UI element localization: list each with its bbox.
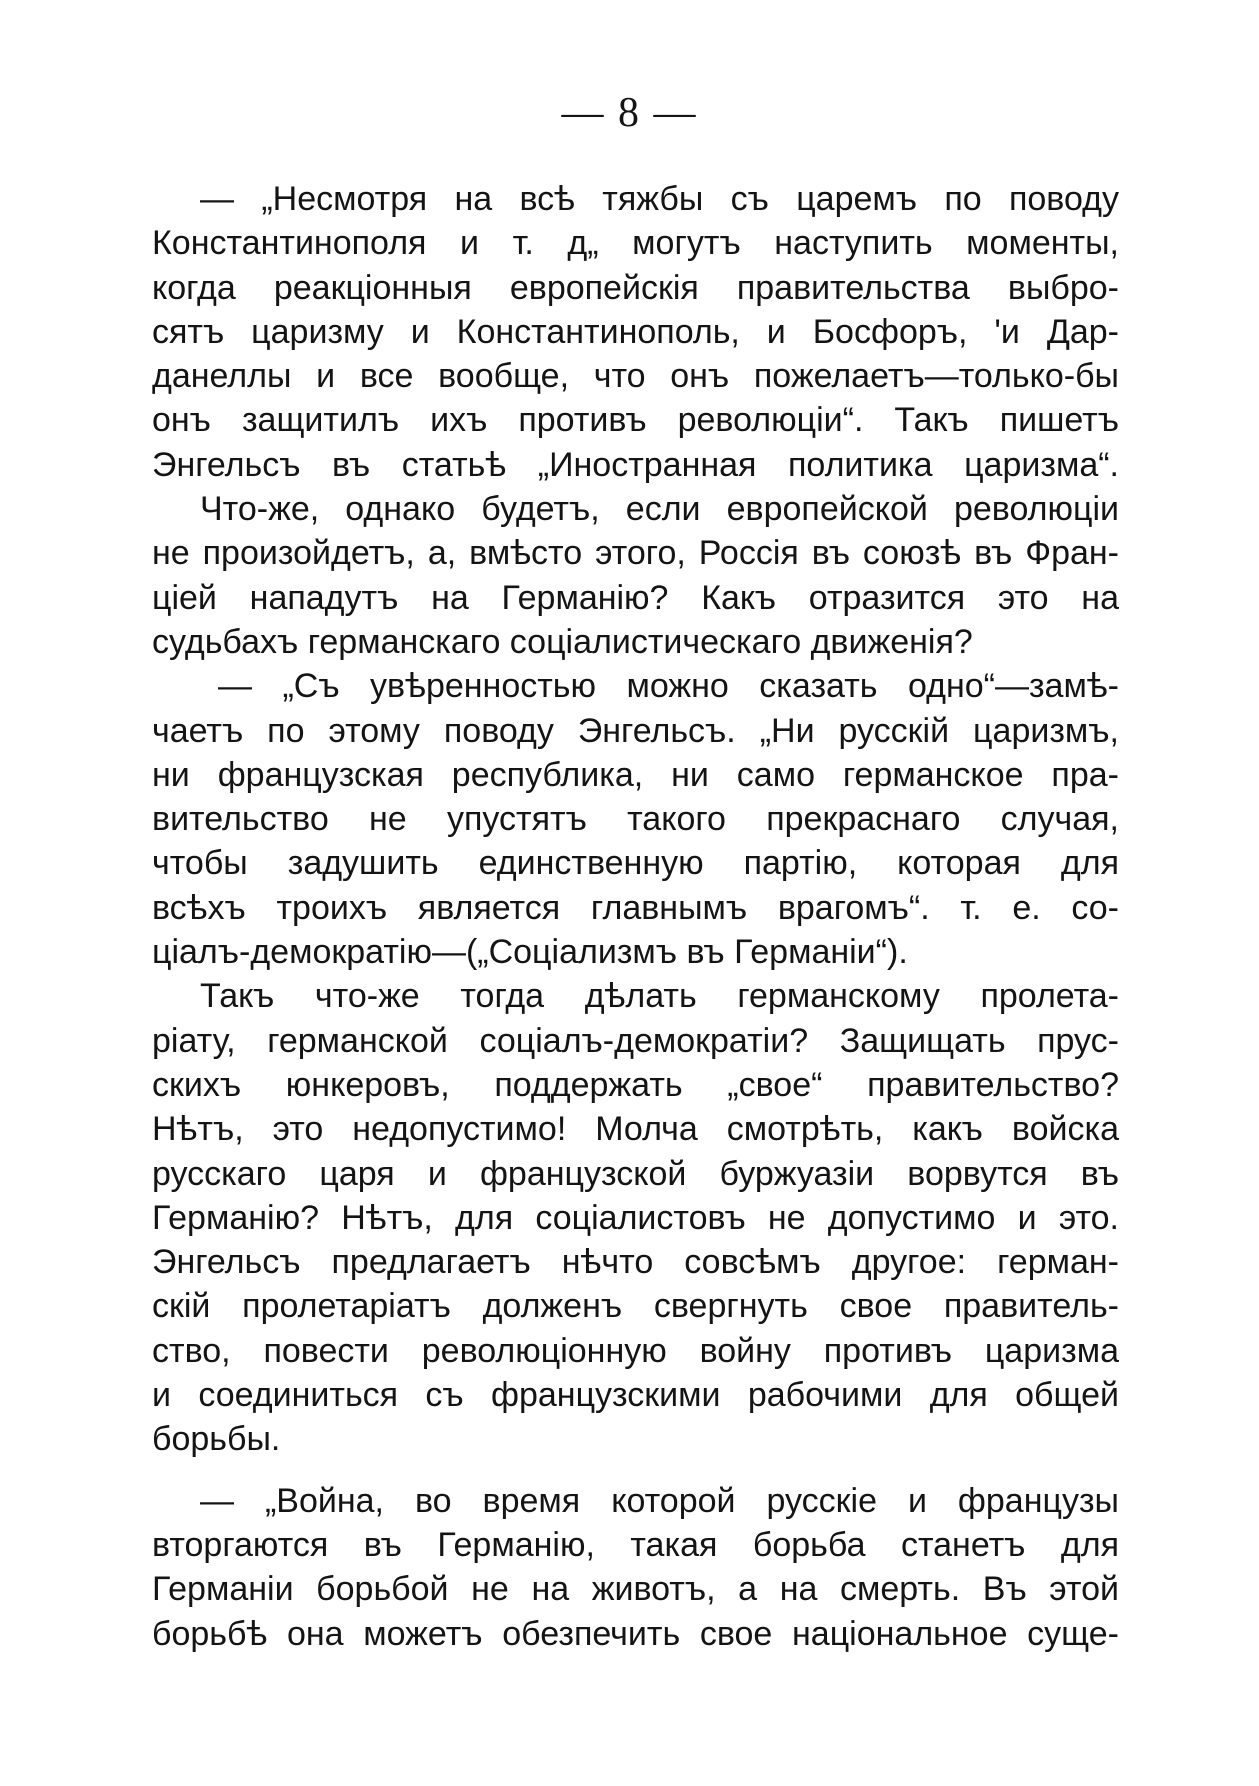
text-line: Такъ что-же тогда дѣлать германскому пролета-	[200, 977, 1119, 1016]
text-line: и соединиться съ французскими рабочими для общей	[152, 1376, 1119, 1415]
text-line: борьбѣ она можетъ обезпечить свое національное суще-	[152, 1614, 1119, 1653]
text-line: Энгельсъ предлагаетъ нѣчто совсѣмъ другое: герман-	[152, 1243, 1119, 1282]
text-line: ство, повести революціонную войну противъ царизма	[152, 1331, 1119, 1370]
text-line: русскаго царя и французской буржуазіи ворвутся въ	[152, 1154, 1119, 1193]
text-line: онъ защитилъ ихъ противъ революціи“. Такъ пишетъ	[152, 401, 1119, 440]
text-line: Германіи борьбой не на животъ, а на смерть. Въ этой	[152, 1570, 1119, 1609]
paragraph-gap	[152, 1462, 1119, 1479]
text-line: Энгельсъ въ статьѣ „Иностранная политика царизма“.	[152, 445, 1119, 484]
text-line: судьбахъ германскаго соціалистическаго движенія?	[152, 622, 973, 661]
text-line: — „Съ увѣренностью можно сказать одно“—замѣ-	[218, 667, 1119, 706]
text-line: — „Несмотря на всѣ тяжбы съ царемъ по поводу	[200, 180, 1119, 218]
text-line: борьбы.	[152, 1420, 281, 1459]
text-line: ріату, германской соціалъ-демократіи? Защищать прус-	[152, 1021, 1119, 1060]
text-line: ціалъ-демократію—(„Соціализмъ въ Германіи“).	[152, 933, 908, 972]
text-line: скій пролетаріатъ долженъ свергнуть свое правитель-	[152, 1287, 1119, 1326]
text-line: когда реакціонныя европейскія правительства выбро-	[152, 268, 1119, 307]
page-number: — 8 —	[561, 90, 698, 136]
text-line: Константинополя и т. д„ могутъ наступить моменты,	[152, 224, 1119, 263]
text-line: ціей нападутъ на Германію? Какъ отразится это на	[152, 578, 1119, 617]
text-line: сятъ царизму и Константинополь, и Босфоръ, 'и Дар-	[152, 312, 1119, 351]
text-line: чаетъ по этому поводу Энгельсъ. „Ни русскій царизмъ,	[152, 711, 1119, 750]
text-line: Что-же, однако будетъ, если европейской революціи	[200, 490, 1119, 529]
body-text	[152, 177, 1119, 1656]
text-line: скихъ юнкеровъ, поддержать „свое“ правительство?	[152, 1065, 1119, 1104]
text-line: — „Война, во время которой русскіе и французы	[200, 1481, 1119, 1520]
text-line: не произойдетъ, а, вмѣсто этого, Россія въ союзѣ въ Фран-	[152, 534, 1119, 573]
text-line: Нѣтъ, это недопустимо! Молча смотрѣть, какъ войска	[152, 1110, 1119, 1149]
text-line: вительство не упустятъ такого прекраснаго случая,	[152, 800, 1119, 839]
text-line: вторгаются въ Германію, такая борьба станетъ для	[152, 1525, 1119, 1564]
text-line: Германію? Нѣтъ, для соціалистовъ не допустимо и это.	[152, 1198, 1119, 1237]
text-line: ни французская республика, ни само германское пра-	[152, 755, 1119, 794]
text-line: всѣхъ троихъ является главнымъ врагомъ“. т. е. со-	[152, 888, 1119, 927]
text-line: чтобы задушить единственную партію, которая для	[152, 844, 1119, 883]
text-line: данеллы и все вообще, что онъ пожелаетъ—только-бы	[152, 357, 1119, 396]
